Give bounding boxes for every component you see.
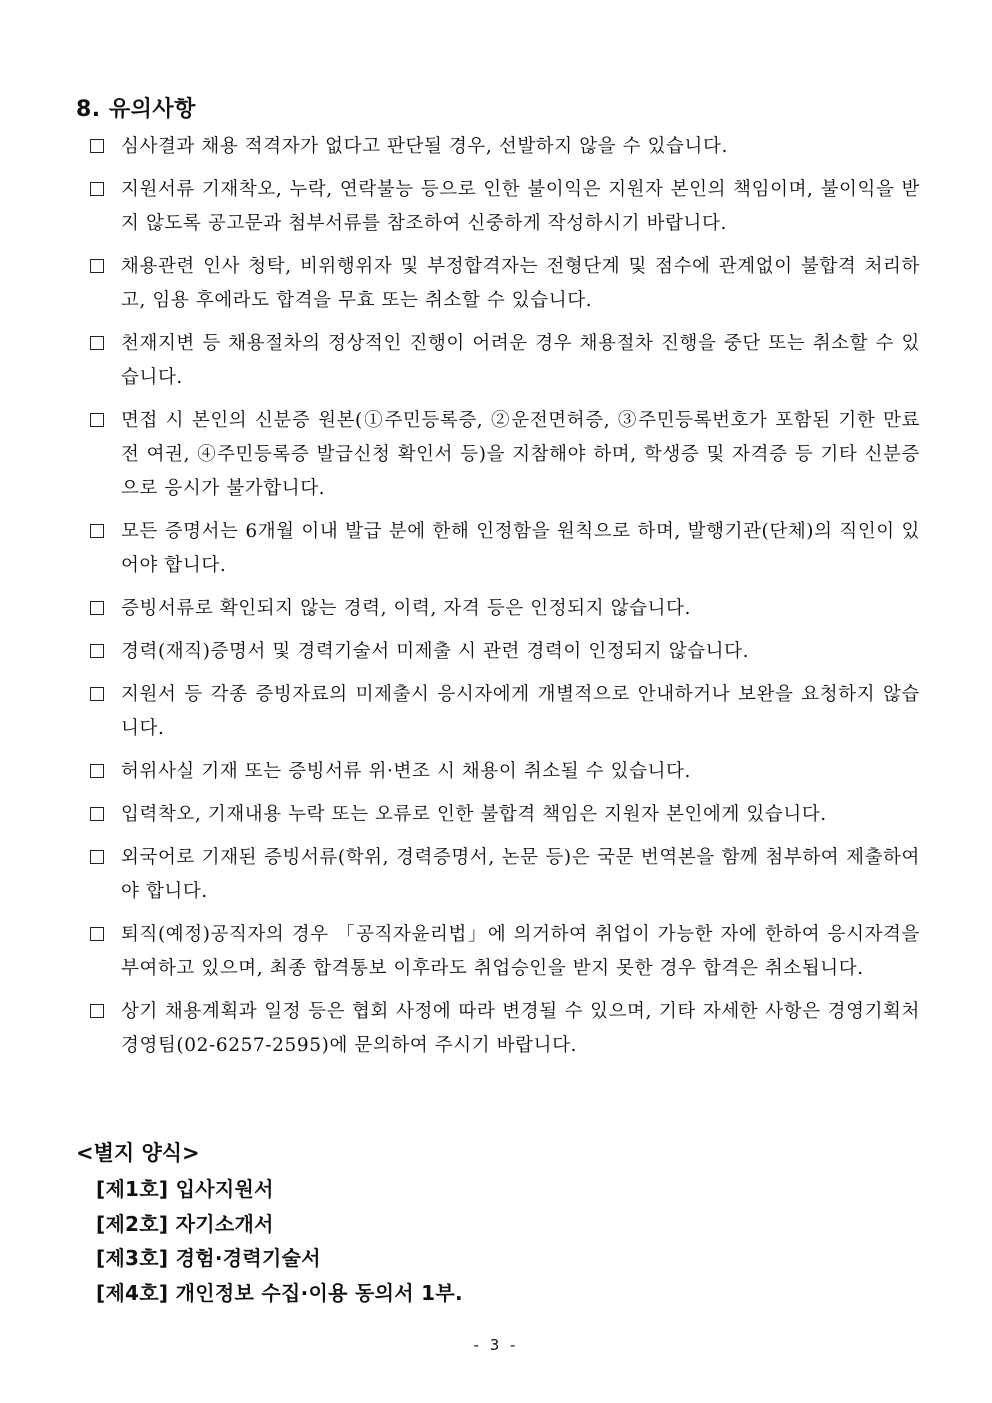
note-text: 경력(재직)증명서 및 경력기술서 미제출 시 관련 경력이 인정되지 않습니다. — [121, 641, 750, 662]
note-item — [88, 327, 920, 395]
note-item — [88, 841, 920, 909]
note-item — [88, 592, 920, 626]
note-text: 채용관련 인사 청탁, 비위행위자 및 부정합격자는 전형단계 및 점수에 관계없이 불합격 처리하고, 임용 후에라도 합격을 무효 또는 취소할 수 있습니다. — [121, 256, 920, 311]
section-title: 8. 유의사항 — [76, 97, 196, 122]
note-item — [88, 173, 920, 241]
checkbox-square-icon — [90, 644, 104, 658]
note-item — [88, 918, 920, 986]
checkbox-square-icon — [90, 1004, 104, 1018]
attachments-title: <별지 양식> — [76, 1141, 200, 1165]
checkbox-square-icon — [90, 850, 104, 864]
note-item — [88, 798, 920, 832]
note-text: 외국어로 기재된 증빙서류(학위, 경력증명서, 논문 등)은 국문 번역본을 함께 첨부하여 제출하여야 합니다. — [121, 847, 920, 902]
checkbox-square-icon — [90, 139, 104, 153]
checkbox-square-icon — [90, 687, 104, 701]
checkbox-square-icon — [90, 601, 104, 615]
checkbox-square-icon — [90, 927, 104, 941]
page-number: - 3 - — [473, 1336, 519, 1354]
note-item — [88, 250, 920, 318]
attachment-item: [제3호] 경험·경력기술서 — [96, 1246, 321, 1270]
checkbox-square-icon — [90, 182, 104, 196]
checkbox-square-icon — [90, 413, 104, 427]
checkbox-square-icon — [90, 764, 104, 778]
note-text: 모든 증명서는 6개월 이내 발급 분에 한해 인정함을 원칙으로 하며, 발행기관(단체)의 직인이 있어야 합니다. — [121, 521, 920, 576]
note-item — [88, 515, 920, 583]
note-text: 면접 시 본인의 신분증 원본(①주민등록증, ②운전면허증, ③주민등록번호가 포함된 기한 만료 전 여권, ④주민등록증 발급신청 확인서 등)을 지참해야 하며, 학생증 및 자격증 등 기타 신분증으로 응시가 불가합니다. — [121, 410, 920, 499]
note-text: 퇴직(예정)공직자의 경우 「공직자윤리법」에 의거하여 취업이 가능한 자에 한하여 응시자격을 부여하고 있으며, 최종 합격통보 이후라도 취업승인을 받지 못한 경우 합격은 취소됩니다. — [121, 924, 920, 979]
note-text: 지원서류 기재착오, 누락, 연락불능 등으로 인한 불이익은 지원자 본인의 책임이며, 불이익을 받지 않도록 공고문과 첨부서류를 참조하여 신중하게 작성하시기 바랍니다. — [121, 179, 920, 234]
checkbox-square-icon — [90, 524, 104, 538]
note-text: 허위사실 기재 또는 증빙서류 위·변조 시 채용이 취소될 수 있습니다. — [121, 761, 692, 782]
note-text: 심사결과 채용 적격자가 없다고 판단될 경우, 선발하지 않을 수 있습니다. — [121, 136, 728, 157]
note-item — [88, 404, 920, 506]
attachment-item: [제2호] 자기소개서 — [96, 1211, 274, 1236]
note-item — [88, 130, 920, 164]
note-text: 상기 채용계획과 일정 등은 협회 사정에 따라 변경될 수 있으며, 기타 자세한 사항은 경영기획처 경영팀(02-6257-2595)에 문의하여 주시기 바랍니다. — [121, 1001, 920, 1056]
checkbox-square-icon — [90, 336, 104, 350]
note-text: 지원서 등 각종 증빙자료의 미제출시 응시자에게 개별적으로 안내하거나 보완을 요청하지 않습니다. — [121, 684, 920, 739]
attachments-list — [96, 1172, 463, 1310]
note-text: 천재지변 등 채용절차의 정상적인 진행이 어려운 경우 채용절차 진행을 중단 또는 취소할 수 있습니다. — [121, 333, 920, 388]
note-item — [88, 635, 920, 669]
notes-list — [88, 130, 920, 1072]
checkbox-square-icon — [90, 807, 104, 821]
note-item — [88, 995, 920, 1063]
checkbox-square-icon — [90, 259, 104, 273]
attachment-item: [제4호] 개인정보 수집·이용 동의서 1부. — [96, 1280, 463, 1305]
note-text: 입력착오, 기재내용 누락 또는 오류로 인한 불합격 책임은 지원자 본인에게 있습니다. — [121, 804, 827, 825]
attachment-item: [제1호] 입사지원서 — [96, 1177, 274, 1201]
note-text: 증빙서류로 확인되지 않는 경력, 이력, 자격 등은 인정되지 않습니다. — [121, 598, 692, 619]
note-item — [88, 678, 920, 746]
note-item — [88, 755, 920, 789]
